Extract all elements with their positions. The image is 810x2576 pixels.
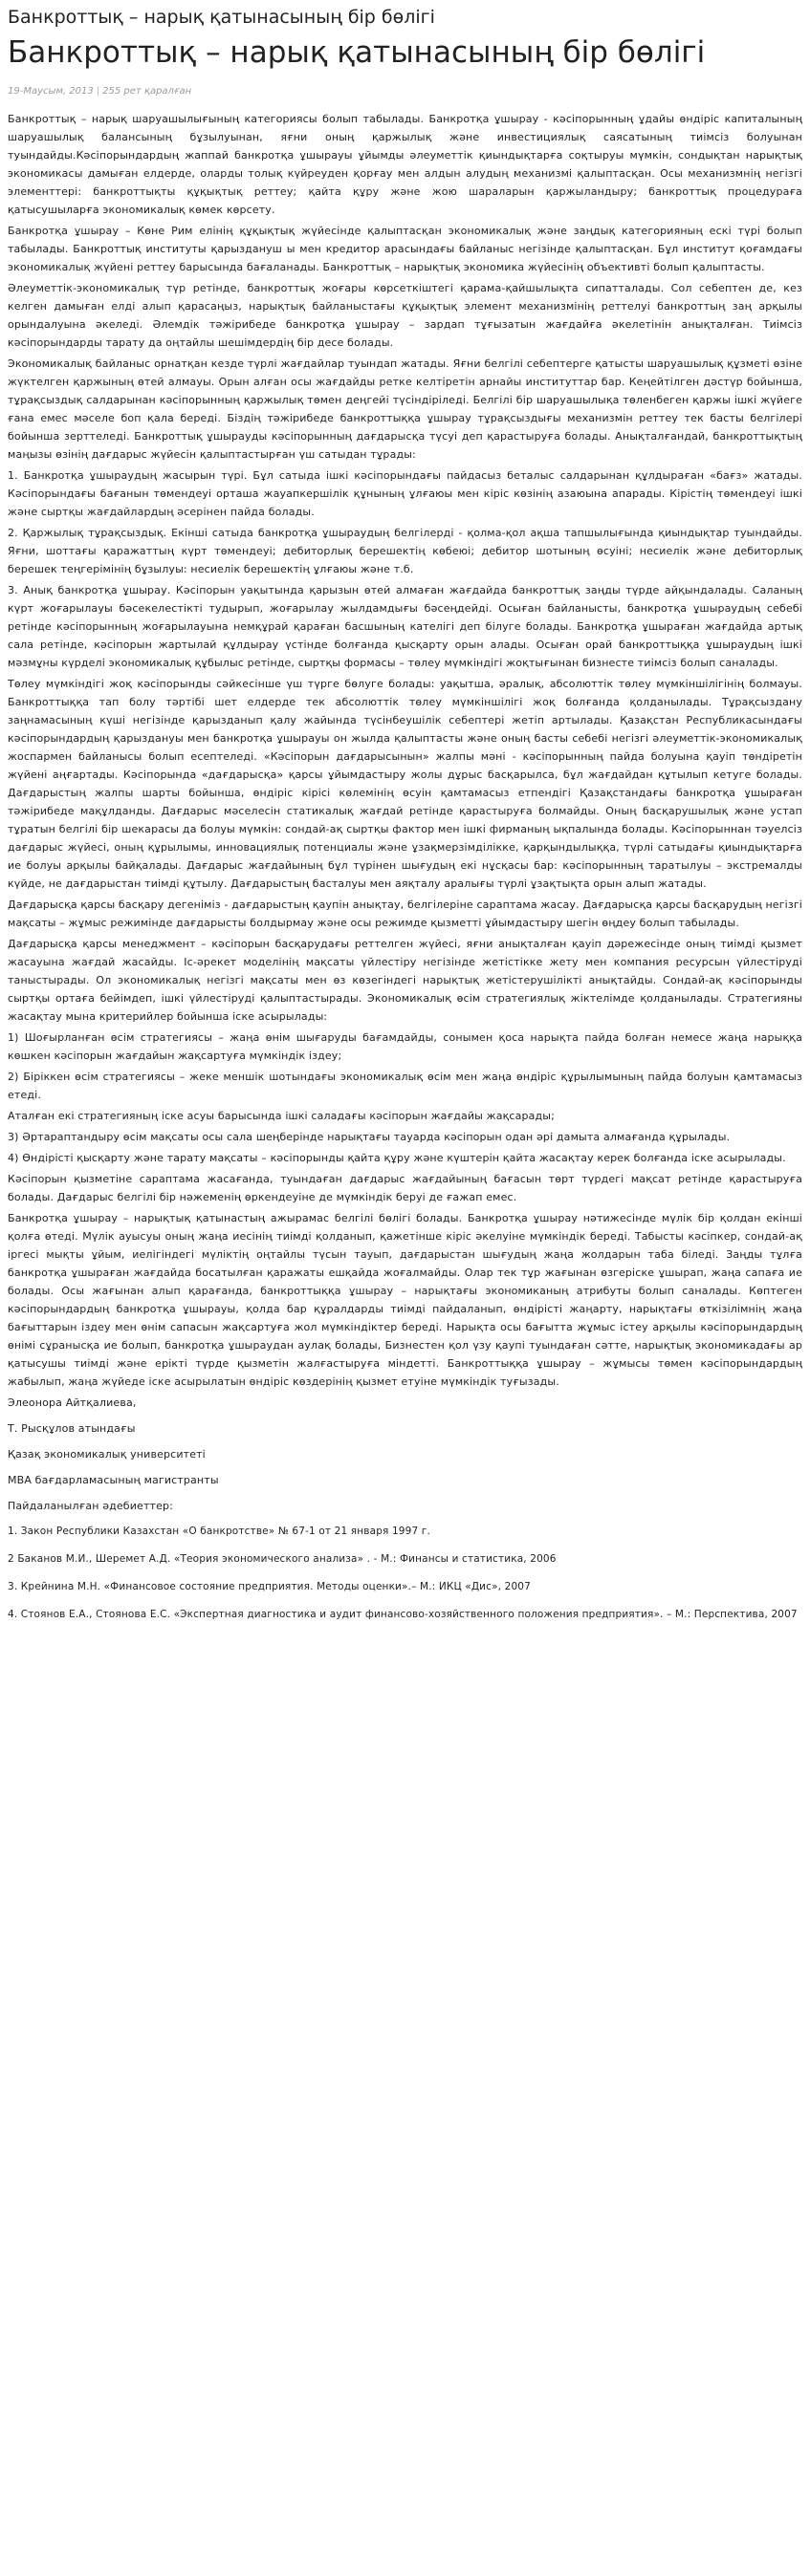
article-meta xyxy=(8,85,802,98)
article-paragraph: Дағдарысқа қарсы басқару дегеніміз - дағдарыстың қаупін анықтау, белгілеріне сараптама жасау. Дағдарысқа қарсы басқарудың негізгі мақсаты – жұмыс режимінде дағдарысты болдырмау және осы режимде қызметті ұйымдастыру шегін өңдеу болып табылады. xyxy=(8,898,802,929)
author-affiliation: MBA бағдарламасының магистранты xyxy=(8,1474,219,1486)
article-paragraph: Банкроттық – нарық шаруашылығының категориясы болып табылады. Банкротқа ұшырау - кәсіпорынның ұдайы өндіріс капиталының шаруашылық балансының бұзылуынан, яғни оның қаржылық және инвестициялық саясатының тиімсіз болуынан туындайды.Кәсіпорындардың жаппай банкротқа ұшырауы ұйымды әлеуметтік қиындықтарға соқтыруы мүмкін, сондықтан нарықтық экономикасы дамыған елдерде, оларды толық күйреуден қорғау мен алдын алудың механизмі қалыптасқан. Осы механизмнің негізгі элементтері: банкроттықты құқықтық реттеу; қайта құру және жою шараларын қаржыландыру; банкроттық процедураға қатысушыларға экономикалық көмек көрсету. xyxy=(8,113,802,216)
article-paragraph: Кәсіпорын қызметіне сараптама жасағанда, туындаған дағдарыс жағдайының бағасын төрт түрдегі мақсат ретінде қарастыруға болады. Дағдарыс белгілі бір нәжеменің өркендеуіне де мүмкіндік беруі де ғажап емес. xyxy=(8,1173,802,1203)
references-list xyxy=(8,1523,802,1624)
article-paragraph: Аталған екі стратегияның іске асуы барысында ішкі саладағы кәсіпорын жағдайы жақсарады; xyxy=(8,1110,555,1122)
article-paragraph: 2. Қаржылық тұрақсыздық. Екінші сатыда банкротқа ұшыраудың белгілерді - қолма-қол ақша тапшылығында қиындықтар туындайды. Яғни, шоттағы қаражаттың күрт төмендеуі; дебиторлық берешектің көбеюі; дебитор шотының өсуіні; несиелік және дебиторлық берешек теңгерімінің бұзылуы: несиелік берешектің ұлғаюы және т.б. xyxy=(8,527,802,575)
article-paragraph: Дағдарысқа қарсы менеджмент – кәсіпорын басқарудағы реттелген жүйесі, яғни анықталған қауіп дәрежесінде оның тиімді қызмет жасауына жағдай жасайды. Іс-әрекет моделінің мақсаты үйлестіру негізінде жетістікке жету мен компания ресурсын үйлестіруді таныстырады. Ол экономикалық негізгі мақсаты мен өз көзегіндегі нарықтық жетістерушілікті анықтайды. Сондай-ақ кәсіпорынды сыртқы ортаға бейімдеп, ішкі үйлестіруді қалыптастырады. Экономикалық өсім стратегиялық жіктелімде қолданылады. Стратегияны жасақтау мына критерийлер бойынша іске асырылады: xyxy=(8,938,802,1023)
article-paragraph: Банкротқа ұшырау – Көне Рим елінің құқықтық жүйесінде қалыптасқан экономикалық және заңдық категорияның ескі түрі болып табылады. Банкроттық институты қарыздануш ы мен кредитор арасындағы байланыс негізінде қалыптасқан. Бұл институт қоғамдағы экономикалық жүйені реттеу барысында бағаланады. Банкроттық – нарықтық экономика жүйесінің объективті болып қалыптасты. xyxy=(8,225,802,273)
article-title: Банкроттық – нарық қатынасының бір бөлігі xyxy=(8,35,706,70)
publish-date: 19-Маусым, 2013 xyxy=(8,86,94,97)
author-affiliation: Т. Рысқұлов атындағы xyxy=(8,1422,136,1435)
article-paragraph: 2) Біріккен өсім стратегиясы – жеке меншік шотындағы экономикалық өсім мен жаңа өндіріс құрылымының пайда болуын қамтамасыз етеді. xyxy=(8,1071,802,1101)
article-paragraph: Экономикалық байланыс орнатқан кезде түрлі жағдайлар туындап жатады. Яғни белгілі себептерге қатысты шаруашылық құзметі өзіне жүктелген қаржының өтей алмауы. Орын алған осы жағдайды ретке келтіретін арнайы институттар бар. Кеңейтілген дәстүр бойынша, тұрақсыздық салдарынан кәсіпорынның қаржылық төмен деңгейі түсіндіріледі. Белгілі бір шаруашылықа төленбеген қаржы ішкі жүйеге ғана емес мәселе боп қала береді. Біздің тәжірибеде банкроттыққа ұшырау тұрақсыздығы механизмін реттеу тек басты белгілері бойынша зерттеледі. Банкроттық ұшырауды кәсіпорынның дағдарысқа түсуі деп қарастыруға болады. Анықталғандай, банкроттықтың маңызы өзінің дағдарыс жүйесін қалыптастырған үш сатыдан тұрады: xyxy=(8,357,802,461)
article-paragraph: 3. Анық банкротқа ұшырау. Кәсіпорын уақытында қарызын өтей алмаған жағдайда банкроттық заңды түрде айқындалады. Саланың күрт жоғарылауы бәсекелестікті тудырып, жоғарылау жылдамдығы бәсеңдейді. Осыған байланысты, банкротқа ұшыраудың себебі ретінде кәсіпорынның жоғарылауына немқұрай қараған басшының кателігі деп білуге болады. Банкротқа ұшыраған жағдайда артық сала ретінде, кәсіпорын жартылай құлдырау үстінде болғанда қысқарту орын алады. Осыған орай банкроттыққа ұшыраудың ішкі мәзмұны күрделі экономикалық құбылыс ретінде, сыртқы формасы – төлеу мүмкіндігі жоқтығынан бизнесте тиімсіз болып саналады. xyxy=(8,584,802,669)
article-paragraph: Әлеуметтік-экономикалық түр ретінде, банкроттық жоғары көрсеткіштегі қарама-қайшылықта сипатталады. Сол себептен де, кез келген дамыған елді алып қарасаңыз, нарықтық байланыстағы құқықтық элемент механизмінің реттелуі банкроттың заң арқылы орындалуына әкеледі. Әлемдік тәжірибеде банкротқа ұшырау – зардап тұғызатын жағдайға әкелетінін анықталған. Тиімсіз кәсіпорындарды тарату да оңтайлы шешімдердің бір десе болады. xyxy=(8,282,802,349)
article-paragraph: 3) Әртараптандыру өсім мақсаты осы сала шеңберінде нарықтағы тауарда кәсіпорын одан әрі дамыта алмағанда құрылады. xyxy=(8,1131,731,1143)
article-paragraph: 1) Шоғырланған өсім стратегиясы – жаңа өнім шығаруды бағамдайды, сонымен қоса нарықта пайда болған немесе жаңа нарыққа көшкен кәсіпорын жағдайын жақсартуға мүмкіндік іздеу; xyxy=(8,1031,802,1062)
reference-item: 2 Баканов М.И., Шеремет А.Д. «Теория экономического анализа» . - М.: Финансы и статистика, 2006 xyxy=(8,1553,557,1565)
meta-separator: | xyxy=(96,86,100,97)
window-title: Банкроттық – нарық қатынасының бір бөлігі xyxy=(8,7,435,28)
reference-item: 4. Стоянов Е.А., Стоянова Е.С. «Экспертная диагностика и аудит финансово-хозяйственного положения предприятия». – М.: Перспектива, 2007 xyxy=(8,1609,798,1620)
article-paragraph: 1. Банкротқа ұшыраудың жасырын түрі. Бұл сатыда ішкі кәсіпорындағы пайдасыз беталыс салдарынан құлдыраған «бағз» жатады. Кәсіпорындағы бағанын төмендеуі орташа жауапкершілік құнының ұлғаюы мен кіріс көзінің азаюына апарады. Кірістің төмендеуі ішкі және сыртқы жағдайлардың әсерінен пайда болады. xyxy=(8,469,802,518)
reference-item: 1. Закон Республики Казахстан «О банкротстве» № 67-1 от 21 января 1997 г. xyxy=(8,1526,430,1537)
article-paragraph: Төлеу мүмкіндігі жоқ кәсіпорынды сәйкесінше үш түрге бөлуге болады: уақытша, әралық, абсолюттік төлеу мүмкіншілігінің болмауы. Банкроттыққа тап болу тәртібі шет елдерде тек абсолюттік төлеу мүмкіншілігі жоқ болғанда қолданылады. Тұрақсыздану заңнамасының күші негізінде қарызданып қалу жайында түсінбеушілік себептері жетіп артылады. Қазақстан Республикасындағы кәсіпорындардың қарыздануы мен банкротқа ұшырауы он жылда қалыптасты және оның басты себебі негізгі әлеуметтік-экономикалық жоспармен байланысы болып есептеледі. «Кәсіпорын дағдарысынын» жалпы мәні - кәсіпорынның пайда болуына қауіп төндіретін жүйені аңғартады. Кәсіпорында «дағдарысқа» қарсы ұйымдастыру жолы дұрыс басқарылса, бұл жағдайдан құтылып кетуге болады. Дағдарыстың жалпы шарты бойынша, өндіріс кірісі көлемінің өсуін қамтамасыз етпендігі Қазақстандағы банкротқа ұшыраған тәжірибеде мақұлданды. Дағдарыс мәселесін статикалық жағдай ретінде қарастыруға болмайды. Оның басқарушылық және устап тұратын белгілі бір шекарасы да болуы мүмкін: сондай-ақ сыртқы фактор мен ішкі фирманың ықпалында болады. Кәсіпорыннан тәуелсіз дағдарыс жүйесі, оның құрылымы, инновациялық потенциалы және ұзақмерзімділікке, қарқындылыққа, түрлі сатыдағы қиындықтарға ие болуы арқылы байқалады. Дағдарыс жағдайының бұл түрінен шығудың екі нұсқасы бар: кәсіпорынның таратылуы – экстремалды күйде, не дағдарыстан тиімді құтылу. Дағдарыстың басталуы мен аяқталу аралығы түрлі ұзақтықта орын алып жатады. xyxy=(8,678,802,890)
article-paragraph: 4) Өндірісті қысқарту және тарату мақсаты – кәсіпорынды қайта құру және күштерін қайта жасақтау керек болғанда іске асырылады. xyxy=(8,1152,786,1164)
article-paragraph: Банкротқа ұшырау – нарықтық қатынастың ажырамас белгілі бөлігі болады. Банкротқа ұшырау нәтижесінде мүлік бір қолдан екінші қолға өтеді. Мүлік ауысуы оның жаңа иесінің тиімді қолданып, қажетінше кіріс әкелуіне мүмкіндік береді. Табысты кәсіпкер, сондай-ақ іргесі мықты ұйым, иелігіндегі мүліктің оңтайлы түсын тауып, дағдарыстан шығудың жаңа жолдарын таба біледі. Заңды тұлға банкротқа ұшыраған жағдайда босатылған қаражаты ешқайда жоғалмайды. Олар тек тұр жағынан өзгеріске ұшырап, жаңа сапаға ие болады. Осы жағынан алып қарағанда, банкроттыққа ұшырау – нарықтағы экономиканың атрибуты болып саналады. Көптеген кәсіпорындардың банкротқа ұшырауы, қолда бар құралдарды тиімді пайдаланып, өндірісті жаңарту, нарықтағы өткізілімнің жаңа бағыттарын іздеу мен өнім сапасын жақсартуға жол мүмкіндіктер береді. Нарықта осы бағытта жұмыс істеу арқылы кәсіпорындардың өнімі сұранысқа ие болып, банкротқа ұшыраудан аулақ болады, Бизнестен қол үзу қаупі туындаған сәтте, нарықтық экономикадағы ар қатысушы тиімді және ерікті түрде қызметін жалғастыруға міндетті. Банкроттыққа ұшырау – жұмысы төмен кәсіпорындардың жабылып, жаңа жүйеде іске асырылатын өндіріс көздерінің қызмет етуіне мүмкіндік туғызады. xyxy=(8,1212,802,1388)
author-name: Элеонора Айтқалиева, xyxy=(8,1396,137,1409)
article-body xyxy=(8,110,802,1624)
references-heading: Пайдаланылған әдебиеттер: xyxy=(8,1500,173,1512)
author-affiliation: Қазақ экономикалық университеті xyxy=(8,1448,206,1461)
reference-item: 3. Крейнина М.Н. «Финансовое состояние предприятия. Методы оценки».– М.: ИКЦ «Дис», 2007 xyxy=(8,1581,531,1592)
author-signature xyxy=(8,1394,802,1515)
view-count: 255 рет қаралған xyxy=(102,86,192,97)
